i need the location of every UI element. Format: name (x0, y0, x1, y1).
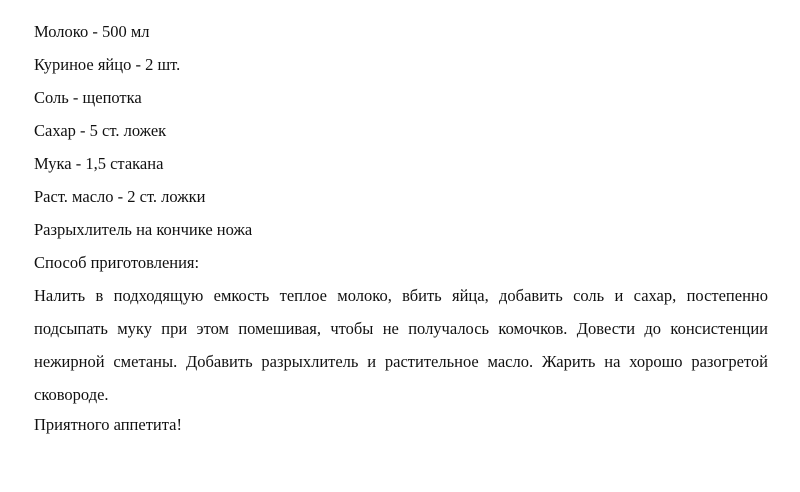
ingredient-oil: Раст. масло - 2 ст. ложки (34, 187, 206, 206)
ingredient-baking-powder: Разрыхлитель на кончике ножа (34, 220, 253, 239)
ingredient-sugar: Сахар - 5 ст. ложек (34, 121, 167, 140)
ingredient-milk: Молоко - 500 мл (34, 22, 150, 41)
method-heading: Способ приготовления: (34, 253, 200, 272)
recipe-document (34, 22, 768, 448)
closing-line: Приятного аппетита! (34, 415, 182, 434)
ingredient-salt: Соль - щепотка (34, 88, 142, 107)
ingredient-eggs: Куриное яйцо - 2 шт. (34, 55, 181, 74)
ingredient-flour: Мука - 1,5 стакана (34, 154, 164, 173)
method-paragraph: Налить в подходящую емкость теплое молоко, вбить яйца, добавить соль и сахар, постепенно подсыпать муку при этом помешивая, чтобы не получалось комочков. Довести до консистенции нежирной сметаны. Добавить разрыхлитель и растительное масло. Жарить на хорошо разогретой сковороде. (34, 286, 768, 404)
